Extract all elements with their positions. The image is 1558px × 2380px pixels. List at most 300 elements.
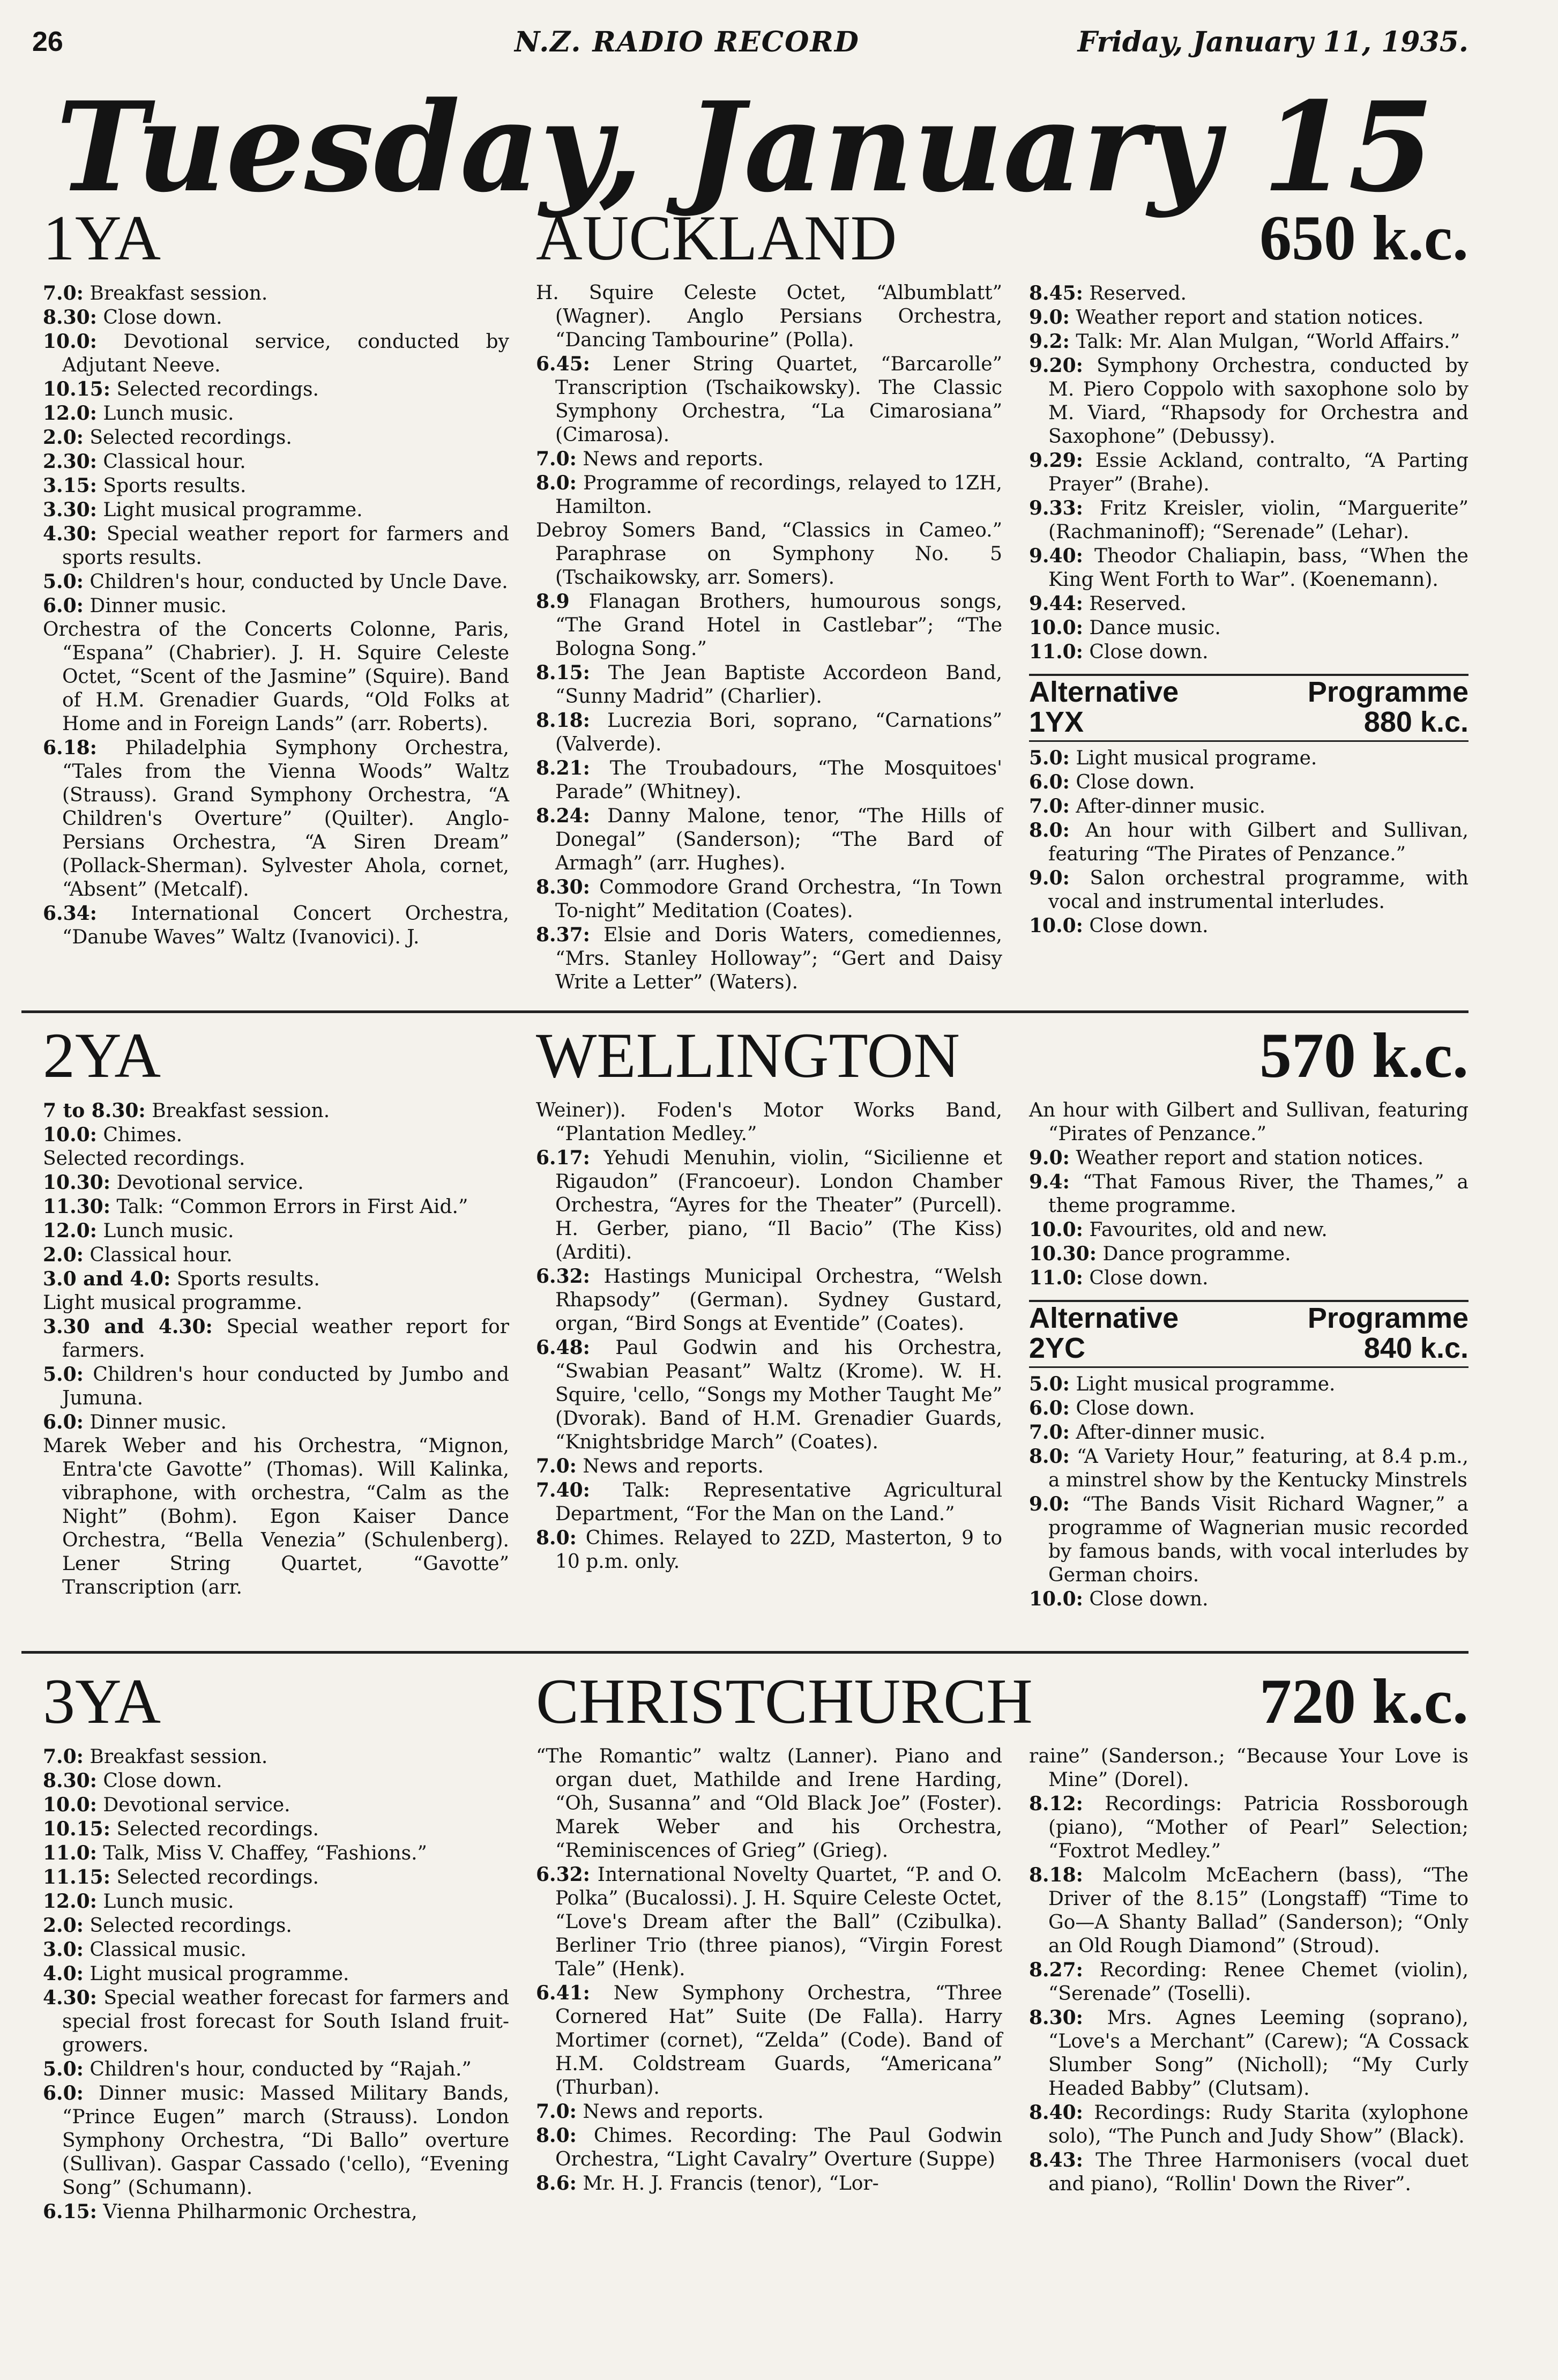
section-3ya [21,1664,1468,2356]
entry-description: Close down. [103,307,222,329]
entry-description: Reserved. [1089,593,1187,615]
entry-time: 7.0: [43,1745,84,1768]
programme-entry [536,1478,1002,1526]
entry-time: 9.20: [1029,354,1083,377]
programme-entry [43,1890,509,1914]
entry-description: Fritz Kreisler, violin, “Marguerite” (Rachmaninoff); “Serenade” (Lehar). [1048,497,1468,543]
programme-entry [43,1938,509,1962]
entry-time: 8.0: [1029,819,1070,842]
column-3 [1029,1099,1468,1611]
programme-entry [1029,616,1468,640]
station-frequency: 720 k.c. [1259,1665,1468,1737]
entry-time: 7.0: [536,2100,577,2123]
alternative-entries [1029,1372,1468,1611]
column-1 [43,281,509,949]
entry-time: 9.40: [1029,545,1083,567]
entry-description: Recordings: Rudy Starita (xylophone solo), “The Punch and Judy Show” (Black). [1048,2102,1468,2147]
entry-time: 11.0: [1029,641,1083,663]
entry-time: 11.15: [43,1866,111,1888]
programme-entry [536,875,1002,923]
entry-time: 4.30: [43,523,97,545]
entry-time: 2.0: [43,1914,84,1937]
station-call: 3YA [43,1665,161,1737]
page-number: 26 [32,26,63,57]
entry-time: 6.17: [536,1147,590,1169]
entry-description: Special weather forecast for farmers and special frost forecast for South Island fruit-growers. [62,1987,509,2056]
entry-description: Sports results. [176,1268,320,1290]
entry-description: Selected recordings. [90,1915,292,1937]
programme-entry [43,1865,509,1890]
programme-entry [1029,449,1468,496]
programme-entry [43,1123,509,1147]
station-call: 1YA [43,202,161,273]
programme-entry [43,1147,509,1171]
programme-entry [43,1914,509,1938]
entry-description: “A Variety Hour,” featuring, at 8.4 p.m., a minstrel show by the Kentucky Minstrels [1048,1446,1468,1491]
entry-time: 7.0: [536,448,577,470]
programme-entry [43,330,509,377]
entry-time: 10.15: [43,1818,111,1840]
programme-entry [1029,640,1468,664]
entry-time: 10.0: [1029,914,1083,937]
entry-time: 10.0: [1029,1218,1083,1241]
programme-entry [1029,819,1468,866]
entry-time: 6.48: [536,1336,590,1359]
entry-time: 8.43: [1029,2149,1083,2171]
entry-time: 12.0: [43,1890,97,1913]
entry-description: Theodor Chaliapin, bass, “When the King Went Forth to War”. (Koenemann). [1048,545,1468,591]
entry-time: 8.37: [536,924,590,946]
entry-time: 8.30: [43,1769,97,1792]
column-3 [1029,1745,1468,2196]
programme-entry [1029,1146,1468,1170]
entry-description: Selected recordings. [116,378,319,400]
entry-description: Close down. [1089,1267,1209,1289]
entry-time: 8.21: [536,757,590,779]
programme-entry [536,2124,1002,2171]
entry-time: 8.40: [1029,2101,1083,2124]
entry-time: 7.40: [536,1479,590,1501]
programme-entry [1029,496,1468,544]
entry-description: Close down. [1076,1397,1195,1419]
entry-description: An hour with Gilbert and Sullivan, featuring “The Pirates of Penzance.” [1048,820,1468,865]
programme-entry [43,1841,509,1865]
entry-description: An hour with Gilbert and Sullivan, featuring “Pirates of Penzance.” [1029,1099,1468,1145]
entry-time: 3.0 and 4.0: [43,1268,171,1290]
entry-description: Symphony Orchestra, conducted by M. Piero Coppolo with saxophone solo by M. Viard, “Rhapsody for Orchestra and Saxophone” (Debussy). [1048,355,1468,448]
entry-time: 12.0: [43,402,97,425]
entry-time: 8.9 [536,590,570,613]
entry-description: Dance music. [1089,617,1221,639]
programme-label: Programme [1307,1302,1468,1334]
entry-description: Essie Ackland, contralto, “A Parting Prayer” (Brahe). [1048,450,1469,495]
station-city: CHRISTCHURCH [536,1665,1033,1737]
entry-description: Special weather report for farmers. [62,1316,510,1362]
programme-entry [43,401,509,426]
programme-entry [1029,746,1468,770]
entry-description: Light musical programme. [103,499,363,521]
programme-entry [43,902,509,949]
programme-entry [536,2100,1002,2124]
programme-entry [43,618,509,736]
alternative-frequency: 880 k.c. [1363,706,1468,738]
programme-entry [43,426,509,450]
programme-entry [1029,794,1468,819]
programme-entry [43,1434,509,1600]
programme-entry [536,1336,1002,1454]
entry-time: 7.0: [1029,795,1070,817]
section-1ya [21,201,1468,1013]
entry-time: 11.0: [43,1842,97,1864]
entry-time: 10.30: [1029,1243,1097,1265]
programme-entry [1029,770,1468,794]
entry-time: 6.0: [1029,1397,1070,1419]
entry-time: 6.41: [536,1982,590,2004]
programme-entry [43,1267,509,1291]
programme-entry [1029,1587,1468,1611]
programme-entry [536,352,1002,447]
entry-description: Sports results. [103,475,247,497]
day-title: Tuesday, January 15 [56,75,1434,220]
programme-entry [43,1962,509,1986]
entry-time: 8.15: [536,661,590,684]
entry-time: 5.0: [43,2058,84,2080]
entry-description: Close down. [1089,915,1209,937]
programme-entry [536,519,1002,590]
programme-entry [43,450,509,474]
entry-description: Vienna Philharmonic Orchestra, [103,2201,418,2223]
alternative-label: Alternative [1029,676,1179,708]
entry-description: Danny Malone, tenor, “The Hills of Donegal” (Sanderson); “The Bard of Armagh” (arr. Hughes). [555,805,1002,874]
entry-description: News and reports. [583,2101,764,2123]
entry-description: Breakfast session. [152,1100,330,1122]
programme-entry [1029,592,1468,616]
entry-description: Children's hour, conducted by Uncle Dave. [90,571,508,593]
entry-time: 10.0: [1029,1588,1083,1610]
programme-entry [43,1793,509,1817]
entry-description: Breakfast session. [90,1746,268,1768]
column-3-entries [1029,1099,1468,1290]
entry-time: 8.18: [536,709,590,732]
programme-entry [536,281,1002,352]
entry-description: Chimes. Relayed to 2ZD, Masterton, 9 to 10 p.m. only. [555,1527,1003,1573]
entry-description: Selected recordings. [90,427,292,449]
entry-time: 9.29: [1029,449,1083,472]
programme-entry [536,1981,1002,2100]
programme-entry [1029,1372,1468,1396]
programme-entry [1029,1266,1468,1290]
programme-entry [43,736,509,902]
column-3 [1029,281,1468,938]
programme-entry [43,1243,509,1267]
entry-description: Devotional service. [103,1794,290,1816]
entry-time: 5.0: [1029,747,1070,769]
entry-description: Devotional service, conducted by Adjutant Neeve. [62,331,509,376]
programme-entry [536,2171,1002,2196]
entry-description: Close down. [1089,641,1209,663]
entry-description: New Symphony Orchestra, “Three Cornered Hat” Suite (De Falla). Harry Mortimer (cornet), “Zelda” (Code). Band of H.M. Coldstream Guards, “Americana” (Thurban). [555,1982,1002,2099]
entry-time: 8.0: [536,2124,577,2147]
entry-description: Selected recordings. [116,1818,319,1840]
masthead: N.Z. RADIO RECORD [515,26,860,58]
entry-time: 8.18: [1029,1864,1083,1886]
entry-description: International Concert Orchestra, “Danube Waves” Waltz (Ivanovici). J. [62,903,509,948]
entry-time: 8.24: [536,805,590,827]
entry-time: 8.30: [1029,2006,1083,2029]
entry-description: Talk: “Common Errors in First Aid.” [116,1196,468,1218]
programme-entry [536,471,1002,519]
entry-description: Breakfast session. [90,282,268,304]
entry-time: 6.45: [536,353,590,375]
entry-description: Yehudi Menuhin, violin, “Sicilienne et Rigaudon” (Francoeur). London Chamber Orchestra, “Ayres for the Theater” (Purcell). H. Gerber, piano, “Il Bacio” (The Kiss) (Arditi). [555,1147,1002,1263]
entry-time: 9.4: [1029,1171,1070,1193]
entry-description: Dinner music. [90,1411,227,1433]
entry-time: 10.0: [43,1794,97,1816]
entry-description: Light musical programme. [1076,1373,1336,1395]
entry-time: 2.0: [43,426,84,449]
programme-entry [1029,306,1468,330]
entry-description: Mrs. Agnes Leeming (soprano), “Love's a Merchant” (Carew); “A Cossack Slumber Song” (Nicholl); “My Curly Headed Babby” (Clutsam). [1048,2007,1468,2100]
entry-description: Weiner)). Foden's Motor Works Band, “Plantation Medley.” [536,1099,1002,1145]
programme-entry [43,594,509,618]
alternative-frequency: 840 k.c. [1363,1332,1468,1364]
programme-entry [1029,544,1468,592]
programme-entry [43,1171,509,1195]
programme-entry [1029,2101,1468,2148]
entry-time: 8.0: [1029,1445,1070,1468]
entry-description: Lunch music. [103,403,234,425]
entry-time: 6.32: [536,1265,590,1288]
station-city: AUCKLAND [536,202,897,273]
programme-entry [536,1146,1002,1265]
divider [1029,1366,1468,1368]
entry-time: 6.0: [43,1411,84,1433]
entry-time: 8.27: [1029,1959,1083,1981]
entry-time: 6.0: [1029,771,1070,793]
programme-entry [1029,1420,1468,1445]
entry-description: Elsie and Doris Waters, comediennes, “Mrs. Stanley Holloway”; “Gert and Daisy Write a Letter” (Waters). [555,924,1002,993]
entry-time: 6.15: [43,2200,97,2223]
entry-description: Lucrezia Bori, soprano, “Carnations” (Valverde). [555,710,1002,755]
programme-entry [43,1099,509,1123]
section-divider [21,1010,1468,1013]
entry-time: 6.0: [43,2082,84,2104]
programme-entry [43,1363,509,1410]
entry-description: Lunch music. [103,1891,234,1913]
section-divider [21,1651,1468,1654]
entry-description: Close down. [103,1770,222,1792]
programme-entry [1029,1792,1468,1863]
entry-time: 9.33: [1029,497,1083,519]
alternative-call: 2YC [1029,1332,1086,1364]
alternative-programme [1029,1300,1468,1611]
station-frequency: 570 k.c. [1259,1020,1468,1091]
entry-description: Dance programme. [1102,1243,1291,1265]
programme-entry [536,1265,1002,1336]
column-1 [43,1099,509,1600]
entry-description: “The Bands Visit Richard Wagner,” a programme of Wagnerian music recorded by famous bands, with vocal interludes by German choirs. [1048,1493,1468,1586]
entry-description: Light musical programme. [90,1963,349,1985]
entry-time: 8.0: [536,472,577,494]
station-header [21,201,1468,281]
programme-entry [43,1769,509,1793]
entry-description: Devotional service. [116,1172,304,1194]
programme-entry [1029,1958,1468,2006]
entry-description: Talk: Mr. Alan Mulgan, “World Affairs.” [1076,331,1460,353]
programme-entry [536,661,1002,709]
entry-time: 2.30: [43,450,97,473]
column-3-entries [1029,281,1468,664]
entry-description: Recordings: Patricia Rossborough (piano), “Mother of Pearl” Selection; “Foxtrot Medley.” [1048,1793,1468,1862]
entry-time: 10.0: [43,330,97,353]
entry-description: raine” (Sanderson.; “Because Your Love is Mine” (Dorel). [1029,1745,1468,1791]
programme-entry [536,1526,1002,1574]
entry-description: Philadelphia Symphony Orchestra, “Tales from the Vienna Woods” Waltz (Strauss). Grand Symphony Orchestra, “A Children's Overture” (Quilter). Anglo-Persians Orchestra, “A Siren Dream” (Pollack-Sherman). Sylvester Ahola, cornet, “Absent” (Metcalf). [62,737,509,901]
entry-time: 3.15: [43,474,97,497]
entry-time: 6.32: [536,1863,590,1886]
entry-time: 5.0: [1029,1373,1070,1395]
programme-entry [1029,1396,1468,1420]
entry-description: Reserved. [1089,282,1187,304]
programme-entry [43,522,509,570]
divider [1029,740,1468,742]
entry-time: 2.0: [43,1244,84,1266]
programme-entry [43,377,509,401]
entry-time: 4.0: [43,1962,84,1985]
programme-entry [1029,1492,1468,1587]
alternative-entries [1029,746,1468,938]
entry-time: 8.12: [1029,1793,1083,1815]
entry-description: Children's hour conducted by Jumbo and Jumuna. [62,1364,510,1409]
entry-time: 10.0: [1029,616,1083,639]
entry-description: Special weather report for farmers and sports results. [62,523,509,569]
entry-description: Selected recordings. [43,1148,245,1170]
entry-description: Close down. [1076,771,1195,793]
station-header [21,1018,1468,1099]
entry-time: 7 to 8.30: [43,1099,146,1122]
programme-entry [43,281,509,306]
column-2 [536,1099,1002,1574]
entry-description: Classical music. [90,1939,247,1961]
programme-entry [43,1986,509,2057]
column-2 [536,1745,1002,2196]
programme-entry [536,923,1002,994]
programme-entry [1029,1745,1468,1792]
programme-entry [43,570,509,594]
programme-entry [536,447,1002,471]
entry-description: Favourites, old and new. [1089,1219,1328,1241]
entry-time: 11.0: [1029,1267,1083,1289]
programme-entry [43,1315,509,1363]
entry-time: 5.0: [43,1363,84,1386]
entry-time: 12.0: [43,1219,97,1242]
entry-description: The Troubadours, “The Mosquitoes' Parade” (Whitney). [555,757,1002,803]
programme-entry [536,804,1002,875]
station-city: WELLINGTON [536,1020,960,1091]
programme-entry [43,1195,509,1219]
programme-entry [1029,2148,1468,2196]
entry-description: Mr. H. J. Francis (tenor), “Lor- [583,2173,879,2195]
entry-description: Commodore Grand Orchestra, “In Town To-night” Meditation (Coates). [555,876,1002,922]
programme-entry [1029,914,1468,938]
entry-time: 10.15: [43,378,111,400]
programme-entry [536,1745,1002,1863]
programme-label: Programme [1307,676,1468,708]
entry-description: Chimes. Recording: The Paul Godwin Orchestra, “Light Cavalry” Overture (Suppe) [555,2125,1002,2170]
running-head [21,16,1468,64]
entry-description: The Jean Baptiste Accordeon Band, “Sunny Madrid” (Charlier). [555,662,1002,708]
entry-time: 11.30: [43,1195,111,1218]
entry-time: 6.34: [43,902,97,925]
programme-entry [1029,866,1468,914]
entry-description: Classical hour. [103,451,246,473]
programme-entry [43,306,509,330]
entry-description: Light musical programe. [1076,747,1317,769]
programme-entry [43,2057,509,2081]
entry-time: 8.45: [1029,282,1083,304]
alternative-programme [1029,674,1468,938]
entry-time: 9.44: [1029,592,1083,615]
entry-description: Children's hour, conducted by “Rajah.” [90,2058,472,2080]
newspaper-page [21,16,1468,2369]
entry-time: 8.30: [43,306,97,329]
entry-time: 3.30 and 4.30: [43,1315,213,1338]
entry-time: 7.0: [536,1455,577,1477]
entry-time: 10.0: [43,1124,97,1146]
programme-entry [1029,1242,1468,1266]
entry-description: Talk: Representative Agricultural Department, “For the Man on the Land.” [555,1479,1002,1525]
entry-description: Close down. [1089,1588,1209,1610]
programme-entry [536,1099,1002,1146]
entry-time: 7.0: [43,282,84,304]
entry-description: Programme of recordings, relayed to 1ZH, Hamilton. [555,472,1002,518]
programme-entry [1029,1170,1468,1218]
entry-description: Paul Godwin and his Orchestra, “Swabian Peasant” Waltz (Krome). W. H. Squire, 'cello, “Songs my Mother Taught Me” (Dvorak). Band of H.M. Grenadier Guards, “Knightsbridge March” (Coates). [555,1337,1002,1453]
alternative-call: 1YX [1029,706,1084,738]
station-frequency: 650 k.c. [1259,202,1468,273]
programme-entry [43,1219,509,1243]
entry-description: Chimes. [103,1124,183,1146]
station-call: 2YA [43,1020,161,1091]
programme-entry [1029,1863,1468,1958]
programme-entry [43,1745,509,1769]
programme-entry [43,1410,509,1434]
programme-entry [1029,281,1468,306]
entry-time: 9.0: [1029,306,1070,329]
entry-description: Marek Weber and his Orchestra, “Mignon, Entra'cte Gavotte” (Thomas). Will Kalinka, vibraphone, with orchestra, “Calm as the Night” (Bohm). Egon Kaiser Dance Orchestra, “Bella Venezia” (Schulenberg). Lener String Quartet, “Gavotte” Transcription (arr. [43,1435,509,1598]
programme-entry [536,1454,1002,1478]
programme-entry [1029,354,1468,449]
programme-entry [43,498,509,522]
programme-entry [1029,2006,1468,2101]
entry-description: Weather report and station notices. [1076,307,1424,329]
issue-date: Friday, January 11, 1935. [1077,26,1468,58]
entry-time: 3.30: [43,499,97,521]
entry-description: Light musical programme. [43,1292,303,1314]
entry-time: 9.0: [1029,1147,1070,1169]
section-2ya [21,1018,1468,1654]
entry-description: Hastings Municipal Orchestra, “Welsh Rhapsody” (German). Sydney Gustard, organ, “Bird Songs at Eventide” (Coates). [555,1266,1002,1335]
programme-entry [536,709,1002,756]
entry-description: The Three Harmonisers (vocal duet and piano), “Rollin' Down the River”. [1048,2150,1468,2195]
entry-description: H. Squire Celeste Octet, “Albumblatt” (Wagner). Anglo Persians Orchestra, “Dancing Tambourine” (Polla). [536,282,1002,351]
entry-time: 9.2: [1029,330,1070,353]
entry-time: 9.0: [1029,867,1070,889]
programme-entry [536,756,1002,804]
programme-entry [536,590,1002,661]
entry-description: Dinner music. [90,595,227,617]
entry-time: 6.0: [43,594,84,617]
